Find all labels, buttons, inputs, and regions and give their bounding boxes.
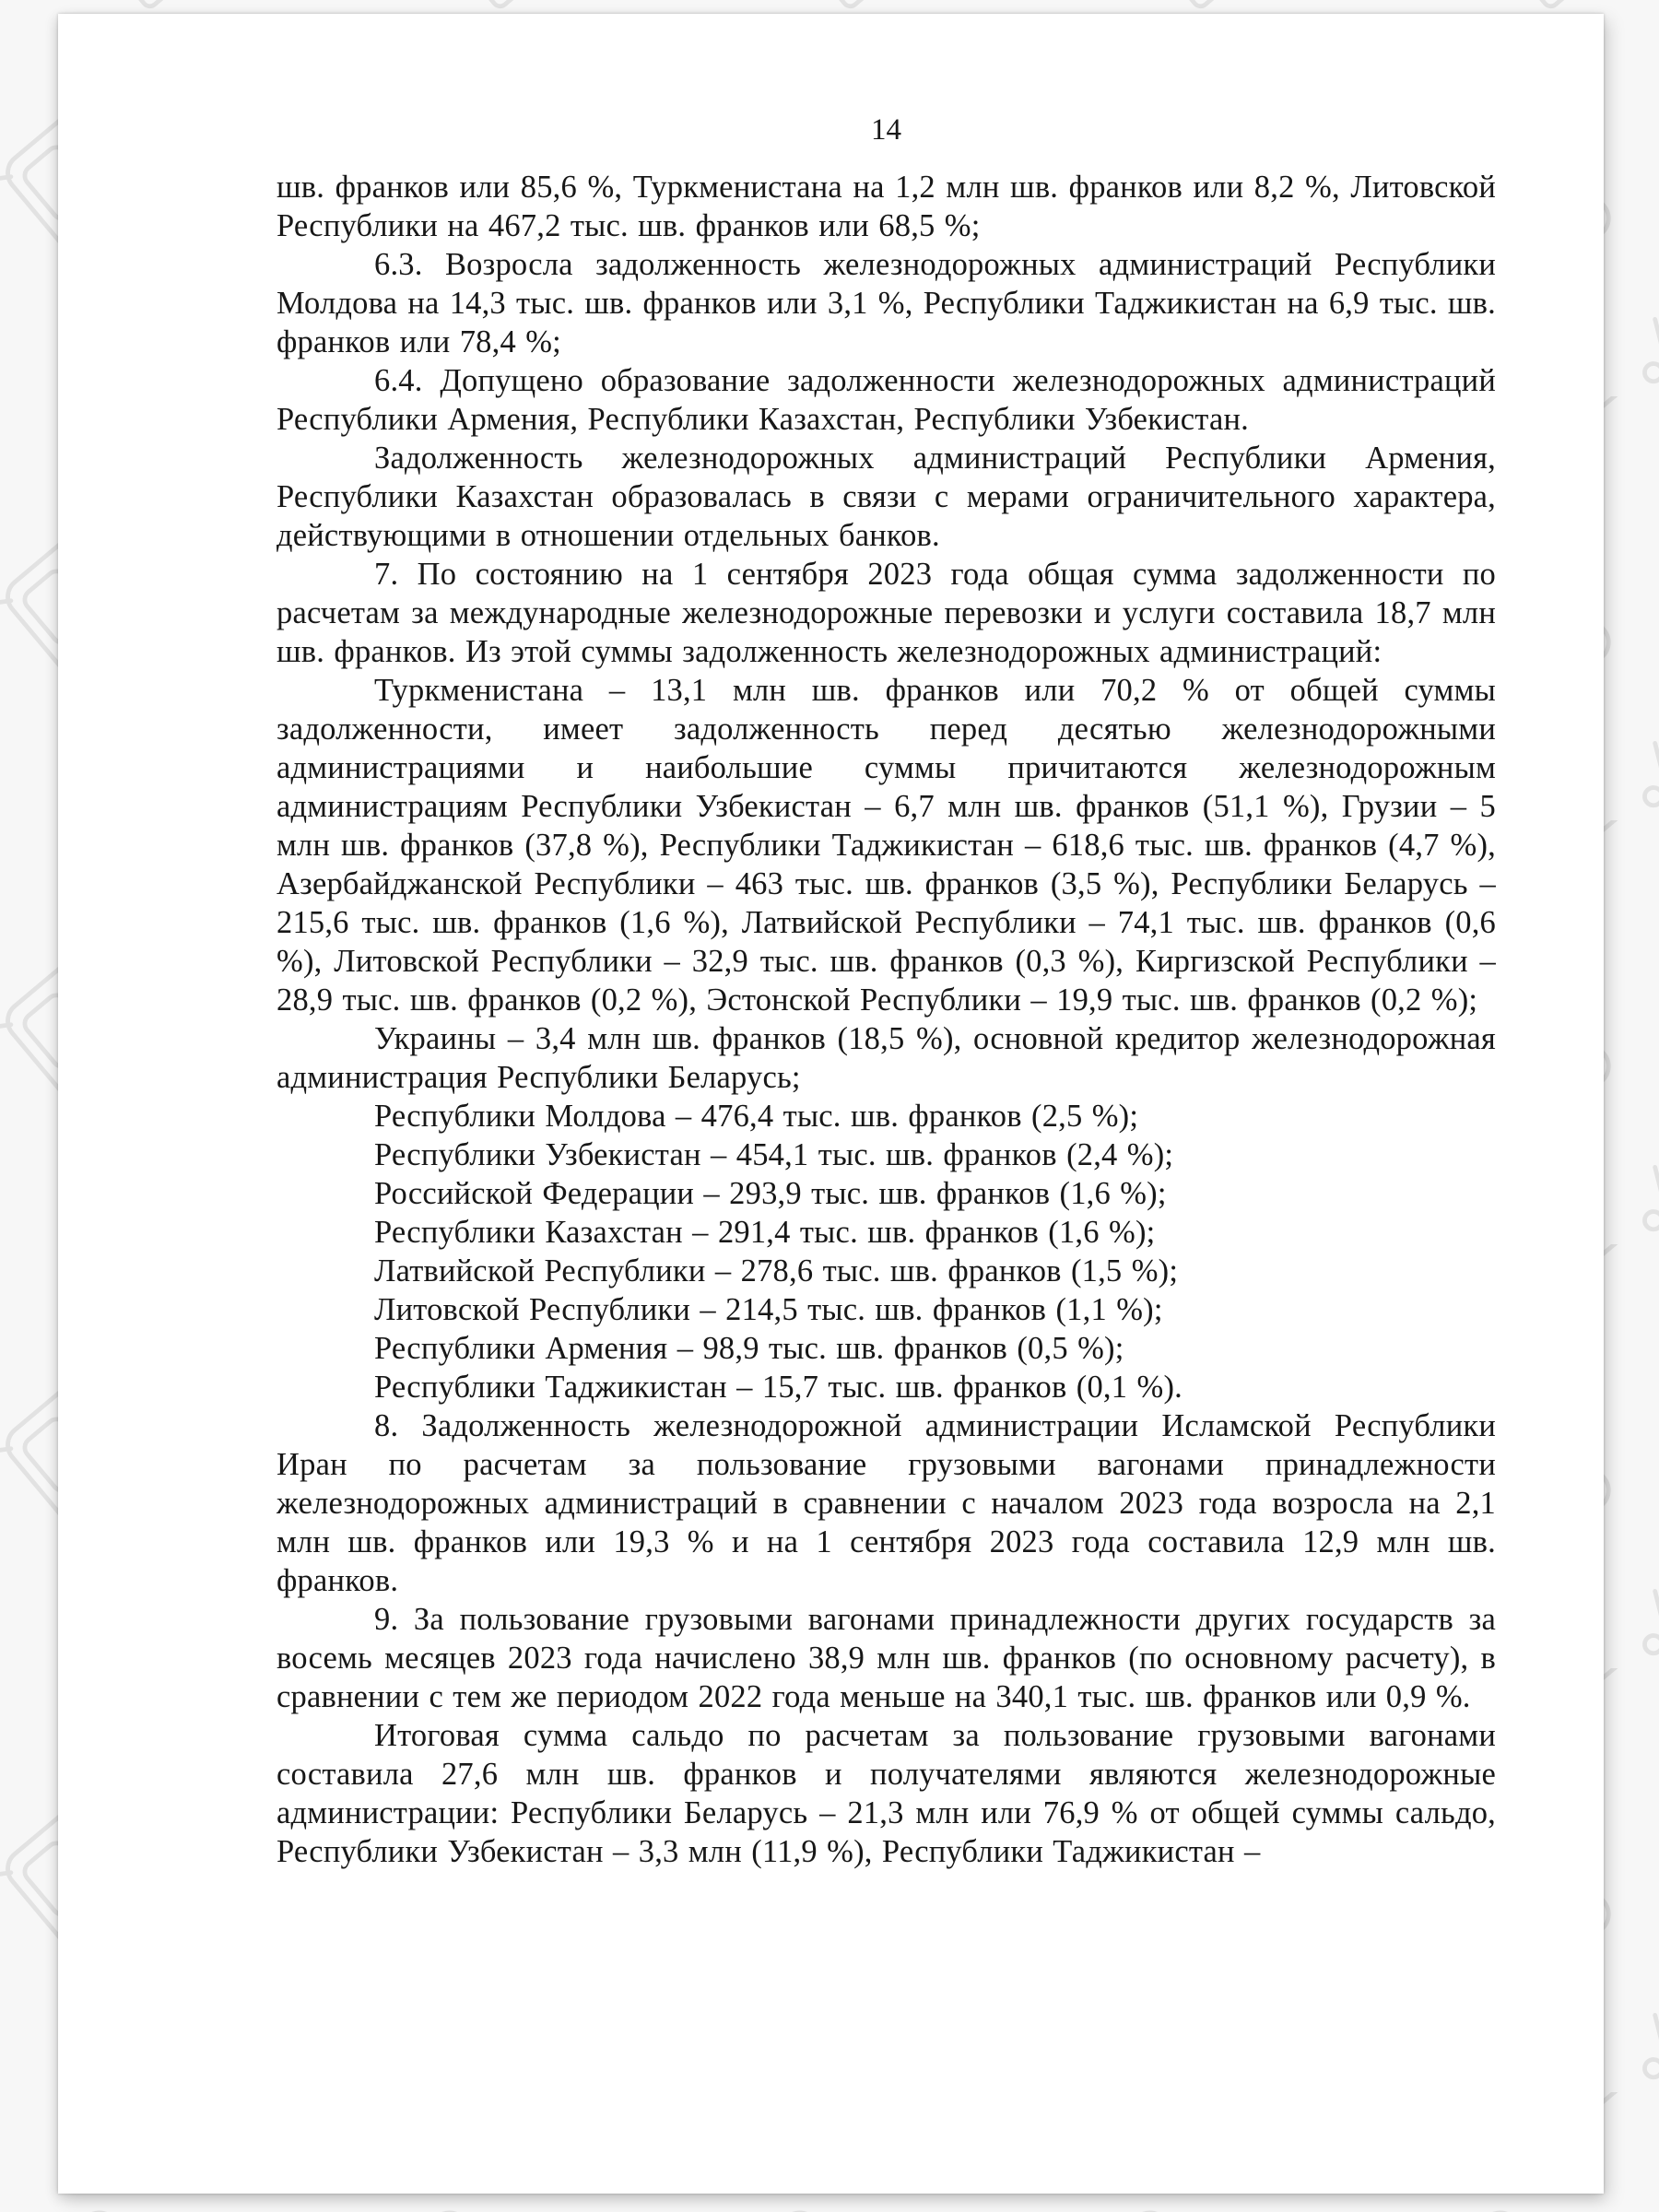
page-content — [276, 111, 1496, 1871]
paragraph: 8. Задолженность железнодорожной администрации Исламской Республики Иран по расчетам за пользование грузовыми вагонами принадлежности железнодорожных администраций в сравнении с началом 2023 года возросла на 2,1 млн шв. франков или 19,3 % и на 1 сентября 2023 года составила 12,9 млн шв. франков. — [276, 1408, 1496, 1598]
paragraph: Латвийской Республики – 278,6 тыс. шв. франков (1,5 %); — [374, 1253, 1179, 1288]
paragraph: шв. франков или 85,6 %, Туркменистана на 1,2 млн шв. франков или 8,2 %, Литовской Республики на 467,2 тыс. шв. франков или 68,5 %; — [276, 170, 1496, 243]
paragraph: 9. За пользование грузовыми вагонами принадлежности других государств за восемь месяцев 2023 года начислено 38,9 млн шв. франков (по основному расчету), в сравнении с тем же периодом 2022 года меньше на 340,1 тыс. шв. франков или 0,9 %. — [276, 1602, 1496, 1714]
paragraph: 6.4. Допущено образование задолженности железнодорожных администраций Республики Армения, Республики Казахстан, Республики Узбекистан. — [276, 363, 1496, 437]
paragraph: Республики Молдова – 476,4 тыс. шв. франков (2,5 %); — [374, 1099, 1139, 1134]
paragraph: Республики Армения – 98,9 тыс. шв. франков (0,5 %); — [374, 1331, 1124, 1366]
page-number: 14 — [871, 113, 901, 147]
paragraph: 6.3. Возросла задолженность железнодорожных администраций Республики Молдова на 14,3 тыс. шв. франков или 3,1 %, Республики Таджикистан на 6,9 тыс. шв. франков или 78,4 %; — [276, 247, 1496, 359]
paragraph: Украины – 3,4 млн шв. франков (18,5 %), основной кредитор железнодорожная администрация Республики Беларусь; — [276, 1021, 1496, 1095]
paragraph: Республики Таджикистан – 15,7 тыс. шв. франков (0,1 %). — [374, 1370, 1182, 1405]
paragraph: Туркменистана – 13,1 млн шв. франков или 70,2 % от общей суммы задолженности, имеет задолженность перед десятью железнодорожными администрациями и наибольшие суммы причитаются железнодорожным администрациям Республики Узбекистан – 6,7 млн шв. франков (51,1 %), Грузии – 5 млн шв. франков (37,8 %), Республики Таджикистан – 618,6 тыс. шв. франков (4,7 %), Азербайджанской Республики – 463 тыс. шв. франков (3,5 %), Республики Беларусь – 215,6 тыс. шв. франков (1,6 %), Латвийской Республики – 74,1 тыс. шв. франков (0,6 %), Литовской Республики – 32,9 тыс. шв. франков (0,3 %), Киргизской Республики – 28,9 тыс. шв. франков (0,2 %), Эстонской Республики – 19,9 тыс. шв. франков (0,2 %); — [276, 673, 1496, 1018]
paragraph: 7. По состоянию на 1 сентября 2023 года общая сумма задолженности по расчетам за международные железнодорожные перевозки и услуги составила 18,7 млн шв. франков. Из этой суммы задолженность железнодорожных администраций: — [276, 557, 1496, 669]
paragraph: Республики Узбекистан – 454,1 тыс. шв. франков (2,4 %); — [374, 1137, 1174, 1172]
paragraph: Республики Казахстан – 291,4 тыс. шв. франков (1,6 %); — [374, 1215, 1156, 1250]
paragraph: Российской Федерации – 293,9 тыс. шв. франков (1,6 %); — [374, 1176, 1167, 1211]
paragraph: Итоговая сумма сальдо по расчетам за пользование грузовыми вагонами составила 27,6 млн шв. франков и получателями являются железнодорожные администрации: Республики Беларусь – 21,3 млн или 76,9 % от общей суммы сальдо, Республики Узбекистан – 3,3 млн (11,9 %), Республики Таджикистан – — [276, 1718, 1496, 1869]
document-page — [58, 14, 1604, 2194]
paragraph: Литовской Республики – 214,5 тыс. шв. франков (1,1 %); — [374, 1292, 1163, 1327]
document-body — [276, 168, 1496, 1871]
paragraph: Задолженность железнодорожных администраций Республики Армения, Республики Казахстан образовалась в связи с мерами ограничительного характера, действующими в отношении отдельных банков. — [276, 441, 1496, 553]
